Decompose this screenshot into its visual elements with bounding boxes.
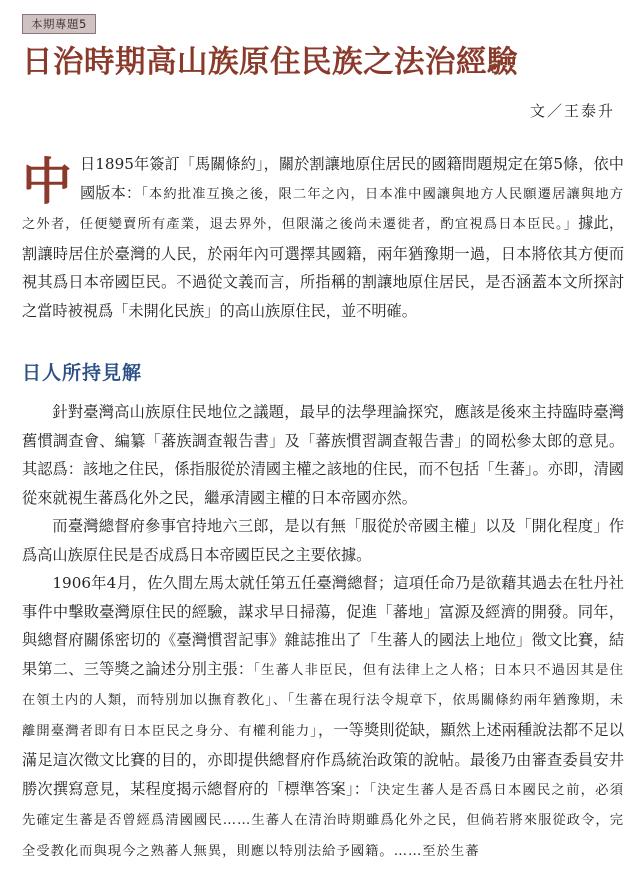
- drop-cap: 中: [22, 152, 72, 211]
- body-paragraph: [22, 569, 624, 866]
- treaty-quote: 「本約批准互換之後，限二年之內，日本准中國讓與地方人民願遷居讓與地方之外者，任便變賣所有產業，退去界外，但限滿之後尚未遷徙者，酌宜視爲日本臣民。」: [22, 186, 625, 232]
- body-paragraph: 針對臺灣高山族原住民地位之議題，最早的法學理論探究，應該是後來主持臨時臺灣舊慣調查會、編纂「蕃族調查報告書」及「蕃族慣習調查報告書」的岡松參太郎的意見。其認爲：該地之住民，係指服從於清國主權之該地的住民，而不包括「生蕃」。亦即，清國從來就視生蕃爲化外之民，繼承清國主權的日本帝國亦然。: [22, 403, 624, 507]
- intro-paragraph: [22, 150, 624, 325]
- essay-quote: 「生蕃人非臣民，但有法律上之人格；日本只不過因其是住在領土内的人類，而特別加以撫育教化」、「生蕃在現行法令規章下，依馬關條約兩年猶豫期，未離開臺灣者即有日本臣民之身分、有權利能力」: [22, 662, 624, 739]
- review-quote: 「決定生蕃人是否爲日本國民之前，必須先確定生蕃是否曾經爲清國國民……生蕃人在清治時期雖爲化外之民，但倘若將來服從政令，完全受教化而與現今之熟蕃人無異，則應以特別法給予國籍。……至於生蕃: [22, 782, 624, 859]
- section-heading: 日人所持見解: [22, 362, 143, 384]
- author-byline: 文／王泰升: [529, 102, 615, 120]
- section-body: [22, 398, 624, 866]
- article-title: 日治時期高山族原住民族之法治經驗: [22, 44, 518, 80]
- column-tag: 本期專題5: [22, 14, 96, 34]
- body-text: 1906年4月，佐久間左馬太就任第五任臺灣總督；這項任命乃是欲藉其過去在牡丹社事件中擊敗臺灣原住民的經驗，謀求早日掃蕩，促進「蕃地」富源及經濟的開發。同年，與總督府關係密切的《臺灣慣習記事》雜誌推出了「生蕃人的國法上地位」徵文比賽，結果第二、三等獎之論述分別主張：: [22, 574, 624, 678]
- body-text: ，一等獎則從缺，顯然上述兩種說法都不足以滿足這次徵文比賽的目的，亦即提供總督府作爲統治政策的說帖。最後乃由審查委員安井勝次撰寫意見，某程度揭示總督府的「標準答案」：: [22, 720, 624, 798]
- intro-text-before-quote: 日1895年簽訂「馬關條約」，關於割讓地原住居民的國籍問題規定在第5條，依中國版本：: [80, 155, 624, 202]
- body-paragraph: 而臺灣總督府參事官持地六三郎，是以有無「服從於帝國主權」以及「開化程度」作爲高山族原住民是否成爲日本帝國臣民之主要依據。: [22, 517, 624, 564]
- intro-text-after-quote: 據此，割讓時居住於臺灣的人民，於兩年內可選擇其國籍，兩年猶豫期一過，日本將依其方便而視其爲日本帝國臣民。不過從文義而言，所指稱的割讓地原住居民，是否涵蓋本文所探討之當時被視爲「未開化民族」的高山族原住民，並不明確。: [22, 214, 625, 320]
